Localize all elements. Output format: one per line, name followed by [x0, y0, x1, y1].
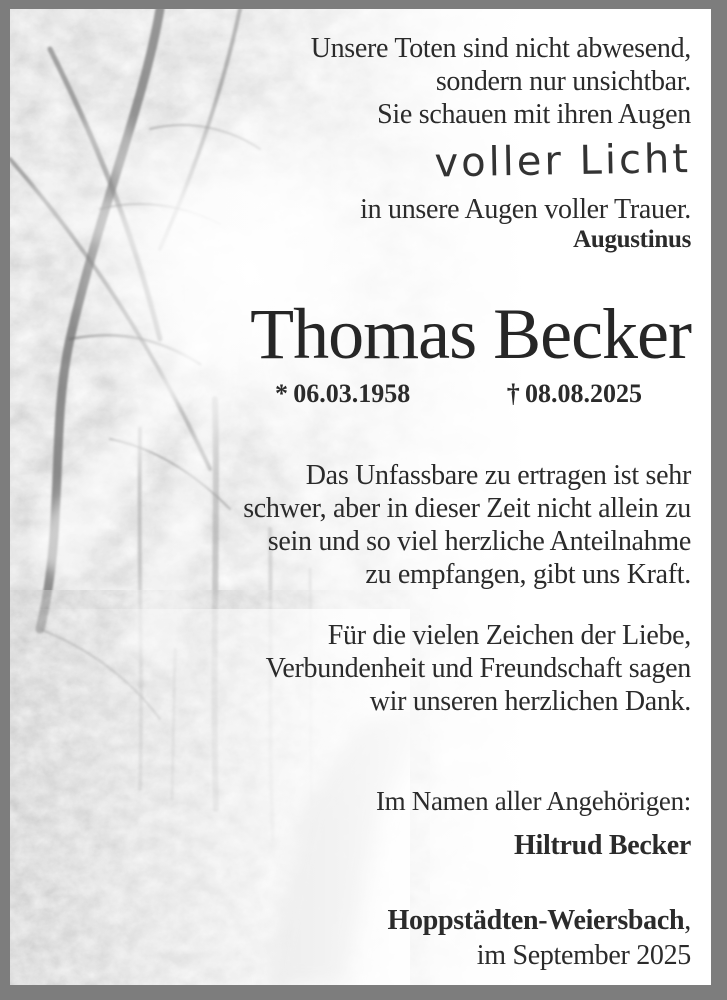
quote-line-3: Sie schauen mit ihren Augen	[377, 99, 691, 130]
paragraph2-line-3: wir unseren herzlichen Dank.	[369, 686, 691, 717]
deceased-name: Thomas Becker	[250, 294, 691, 374]
death-date-group	[507, 379, 642, 409]
quote-block	[10, 32, 691, 131]
place-suffix: ,	[684, 905, 691, 936]
quote-closing-line: in unsere Augen voller Trauer.	[360, 194, 691, 225]
on-behalf-line: Im Namen aller Angehörigen:	[375, 786, 691, 816]
paragraph1-line-1: Das Unfassbare zu ertragen ist sehr	[305, 460, 691, 491]
birth-date: 06.03.1958	[293, 379, 411, 408]
death-symbol: †	[506, 379, 520, 408]
thanks-paragraph-2	[10, 619, 691, 718]
life-dates	[275, 379, 642, 409]
paragraph1-line-3: sein und so viel herzliche Anteilnahme	[267, 526, 691, 557]
date-line: im September 2025	[476, 940, 691, 971]
mourner-name: Hiltrud Becker	[514, 830, 691, 861]
death-date: 08.08.2025	[525, 379, 642, 408]
thanks-paragraph-1	[10, 459, 691, 591]
quote-line-2: sondern nur unsichtbar.	[435, 66, 691, 97]
birth-symbol: *	[275, 379, 288, 408]
place-line	[10, 904, 691, 937]
birth-date-group	[275, 379, 410, 409]
quote-highlight: voller Licht	[434, 136, 692, 187]
quote-attribution: Augustinus	[573, 226, 691, 253]
place-name: Hoppstädten-Weiersbach	[387, 905, 685, 936]
paragraph2-line-1: Für die vielen Zeichen der Liebe,	[327, 620, 691, 651]
obituary-card	[10, 9, 711, 985]
paragraph2-line-2: Verbundenheit und Freundschaft sagen	[265, 653, 691, 684]
quote-line-1: Unsere Toten sind nicht abwesend,	[310, 33, 691, 64]
paragraph1-line-4: zu empfangen, gibt uns Kraft.	[365, 559, 691, 590]
paragraph1-line-2: schwer, aber in dieser Zeit nicht allein zu	[243, 493, 691, 524]
